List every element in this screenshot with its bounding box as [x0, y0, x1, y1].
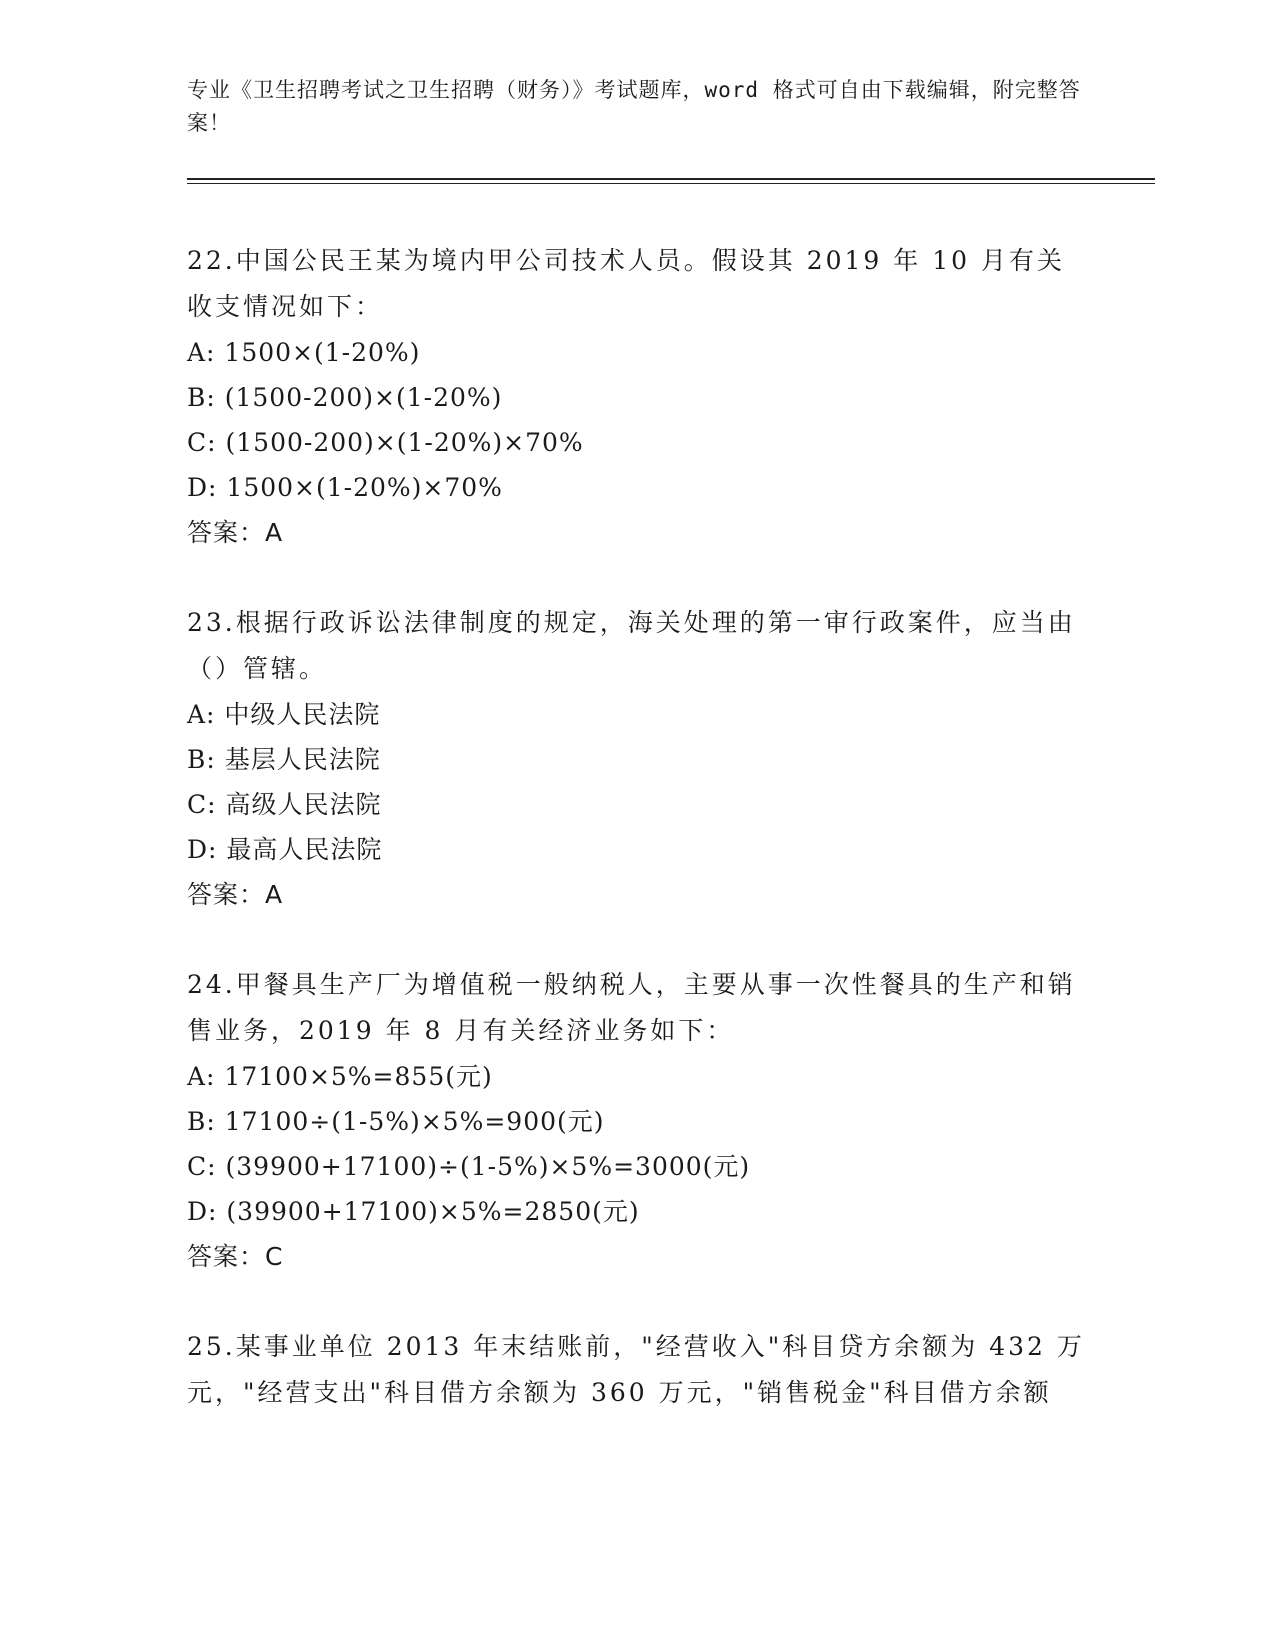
option-b: B: 17100÷(1-5%)×5%=900(元) [187, 1107, 605, 1136]
option-c: C: 高级人民法院 [187, 790, 382, 819]
option-d: D: (39900+17100)×5%=2850(元) [187, 1197, 640, 1226]
question-22 [187, 238, 1087, 556]
header-divider [187, 178, 1155, 184]
question-list [187, 238, 1087, 1460]
question-stem: 23.根据行政诉讼法律制度的规定，海关处理的第一审行政案件，应当由（）管辖。 [187, 608, 1076, 683]
question-25 [187, 1324, 1087, 1416]
option-c: C: (1500-200)×(1-20%)×70% [187, 428, 584, 457]
document-header [187, 74, 1087, 140]
header-text: 专业《卫生招聘考试之卫生招聘（财务）》考试题库，word 格式可自由下载编辑，附完整答案！ [187, 78, 1081, 135]
question-23 [187, 600, 1087, 918]
option-a: A: 1500×(1-20%) [187, 338, 421, 367]
answer: 答案：C [187, 1242, 284, 1271]
answer: 答案：A [187, 880, 284, 909]
answer: 答案：A [187, 518, 284, 547]
option-d: D: 最高人民法院 [187, 835, 383, 864]
question-stem: 22.中国公民王某为境内甲公司技术人员。假设其 2019 年 10 月有关收支情况如下： [187, 246, 1065, 321]
option-c: C: (39900+17100)÷(1-5%)×5%=3000(元) [187, 1152, 751, 1181]
option-b: B: (1500-200)×(1-20%) [187, 383, 503, 412]
question-stem: 24.甲餐具生产厂为增值税一般纳税人，主要从事一次性餐具的生产和销售业务，2019 年 8 月有关经济业务如下： [187, 970, 1076, 1045]
option-b: B: 基层人民法院 [187, 745, 381, 774]
question-24 [187, 962, 1087, 1280]
option-a: A: 17100×5%=855(元) [187, 1062, 493, 1091]
question-stem: 25.某事业单位 2013 年末结账前，"经营收入"科目贷方余额为 432 万元，"经营支出"科目借方余额为 360 万元，"销售税金"科目借方余额 [187, 1332, 1085, 1407]
option-d: D: 1500×(1-20%)×70% [187, 473, 503, 502]
option-a: A: 中级人民法院 [187, 700, 381, 729]
